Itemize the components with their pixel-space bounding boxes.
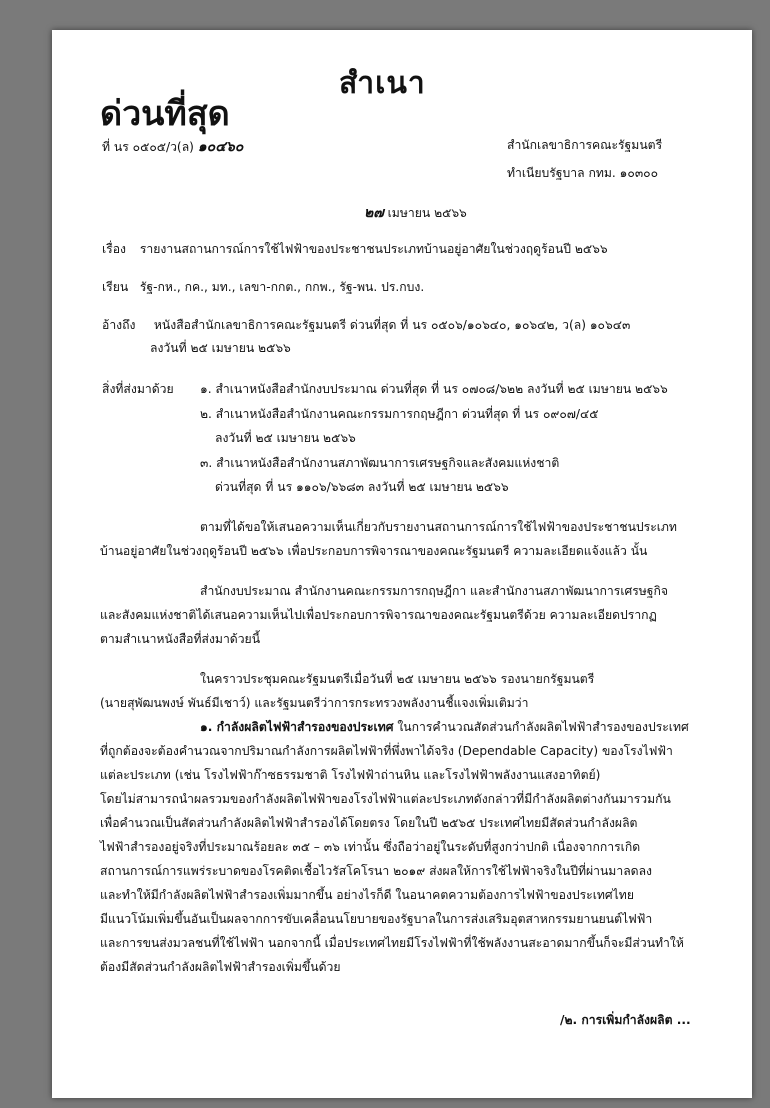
para4-first-rest: ในการคำนวณสัดส่วนกำลังผลิตไฟฟ้าสำรองของประเทศ: [397, 720, 689, 734]
para4-line-4: โดยไม่สามารถนำผลรวมของกำลังผลิตไฟฟ้าของโรงไฟฟ้าแต่ละประเภทดังกล่าวที่มีกำลังผลิตต่างกันมารวมกัน: [100, 792, 671, 806]
para1-line-1: ตามที่ได้ขอให้เสนอความเห็นเกี่ยวกับรายงานสถานการณ์การใช้ไฟฟ้าของประชาชนประเภท: [200, 520, 677, 534]
para4-line-8: และทำให้มีกำลังผลิตไฟฟ้าสำรองเพิ่มมากขึ้น อย่างไรก็ดี ในอนาคตความต้องการไฟฟ้าของประเทศไทย: [100, 888, 634, 902]
para4-line-3: แต่ละประเภท (เช่น โรงไฟฟ้าก๊าซธรรมชาติ โรงไฟฟ้าถ่านหิน และโรงไฟฟ้าพลังงานแสงอาทิตย์): [100, 768, 601, 782]
copy-stamp: สำเนา: [339, 66, 426, 101]
para2-line-3: ตามสำเนาหนังสือที่ส่งมาด้วยนี้: [100, 632, 261, 646]
reference-line: [102, 316, 630, 335]
enclosure-item-2-date: ลงวันที่ ๒๕ เมษายน ๒๕๖๖: [215, 431, 356, 445]
document-number-prefix: ที่ นร ๐๕๐๕/ว(ล): [102, 140, 194, 154]
enclosures-label: สิ่งที่ส่งมาด้วย: [102, 382, 174, 396]
para2-line-2: และสังคมแห่งชาติได้เสนอความเห็นไปเพื่อประกอบการพิจารณาของคณะรัฐมนตรีด้วย ความละเอียดปรากฏ: [100, 608, 657, 622]
enclosure-item-2: ๒. สำเนาหนังสือสำนักงานคณะกรรมการกฤษฎีกา ด่วนที่สุด ที่ นร ๐๙๐๗/๔๕: [200, 407, 599, 421]
office-address: ทำเนียบรัฐบาล กทม. ๑๐๓๐๐: [507, 166, 659, 180]
recipient-label: เรียน: [102, 280, 129, 294]
enclosure-item-3-detail: ด่วนที่สุด ที่ นร ๑๑๐๖/๖๖๘๓ ลงวันที่ ๒๕ เมษายน ๒๕๖๖: [215, 480, 509, 494]
subject-label: เรื่อง: [102, 242, 126, 256]
para4-line-5: เพื่อคำนวณเป็นสัดส่วนกำลังผลิตไฟฟ้าสำรองได้โดยตรง โดยในปี ๒๕๖๕ ประเทศไทยมีสัดส่วนกำลังผลิต: [100, 816, 638, 830]
continuation-footer: /๒. การเพิ่มกำลังผลิต ...: [560, 1013, 691, 1027]
para4-line-9: มีแนวโน้มเพิ่มขึ้นอันเป็นผลจากการขับเคลื่อนนโยบายของรัฐบาลในการส่งเสริมอุตสาหกรรมยานยนต์ไฟฟ้า: [100, 912, 653, 926]
subject-text: รายงานสถานการณ์การใช้ไฟฟ้าของประชาชนประเภทบ้านอยู่อาศัยในช่วงฤดูร้อนปี ๒๕๖๖: [139, 242, 608, 256]
para4-line-2: ที่ถูกต้องจะต้องคำนวณจากปริมาณกำลังการผลิตไฟฟ้าที่พึ่งพาได้จริง (Dependable Capacity) ของโรงไฟฟ้า: [100, 744, 673, 758]
reference-text-1: หนังสือสำนักเลขาธิการคณะรัฐมนตรี ด่วนที่สุด ที่ นร ๐๕๐๖/๑๐๖๔๐, ๑๐๖๔๒, ว(ล) ๑๐๖๔๓: [153, 318, 631, 332]
document-number-handwritten: ๑๐๔๖๐: [197, 139, 244, 155]
document-number: [102, 136, 243, 158]
subject-line: [102, 240, 608, 259]
recipient-line: [102, 278, 424, 297]
recipient-text: รัฐ-กห., กค., มท., เลขา-กกต., กกพ., รัฐ-พน. ปร.กบง.: [139, 280, 425, 294]
enclosure-item-3: ๓. สำเนาหนังสือสำนักงานสภาพัฒนาการเศรษฐกิจและสังคมแห่งชาติ: [200, 456, 560, 470]
document-page: [52, 30, 752, 1098]
para4-line-10: และการขนส่งมวลชนที่ใช้ไฟฟ้า นอกจากนี้ เมื่อประเทศไทยมีโรงไฟฟ้าที่ใช้พลังงานสะอาดมากขึ้นก็จะมีส่วนทำให้: [100, 936, 684, 950]
para3-line-1: ในคราวประชุมคณะรัฐมนตรีเมื่อวันที่ ๒๕ เมษายน ๒๕๖๖ รองนายกรัฐมนตรี: [200, 672, 595, 686]
urgency-label: ด่วนที่สุด: [100, 94, 230, 134]
para4-heading: ๑. กำลังผลิตไฟฟ้าสำรองของประเทศ: [200, 720, 394, 734]
reference-label: อ้างถึง: [102, 318, 136, 332]
para2-line-1: สำนักงบประมาณ สำนักงานคณะกรรมการกฤษฎีกา และสำนักงานสภาพัฒนาการเศรษฐกิจ: [200, 584, 669, 598]
date-month-year: เมษายน ๒๕๖๖: [387, 206, 467, 220]
para4-line-11: ต้องมีสัดส่วนกำลังผลิตไฟฟ้าสำรองเพิ่มขึ้นด้วย: [100, 960, 341, 974]
para4-line-7: สถานการณ์การแพร่ระบาดของโรคติดเชื้อไวรัสโคโรนา ๒๐๑๙ ส่งผลให้การใช้ไฟฟ้าจริงในปีที่ผ่านมาลดลง: [100, 864, 652, 878]
date-day-handwritten: ๒๗: [364, 205, 384, 221]
office-name: สำนักเลขาธิการคณะรัฐมนตรี: [507, 138, 663, 152]
reference-text-2: ลงวันที่ ๒๕ เมษายน ๒๕๖๖: [150, 341, 291, 355]
para1-line-2: บ้านอยู่อาศัยในช่วงฤดูร้อนปี ๒๕๖๖ เพื่อประกอบการพิจารณาของคณะรัฐมนตรี ความละเอียดแจ้งแล้ว นั้น: [100, 544, 648, 558]
enclosure-item-1: ๑. สำเนาหนังสือสำนักงบประมาณ ด่วนที่สุด ที่ นร ๐๗๐๘/๖๒๒ ลงวันที่ ๒๕ เมษายน ๒๕๖๖: [200, 382, 668, 396]
document-date: [364, 202, 467, 224]
para4-line-6: ไฟฟ้าสำรองอยู่จริงที่ประมาณร้อยละ ๓๕ – ๓๖ เท่านั้น ซึ่งถือว่าอยู่ในระดับที่สูงกว่าปกติ เนื่องจากการเกิด: [100, 840, 641, 854]
para4-line-1: [200, 718, 689, 737]
para3-line-2: (นายสุพัฒนพงษ์ พันธ์มีเชาว์) และรัฐมนตรีว่าการกระทรวงพลังงานชี้แจงเพิ่มเติมว่า: [100, 696, 529, 710]
